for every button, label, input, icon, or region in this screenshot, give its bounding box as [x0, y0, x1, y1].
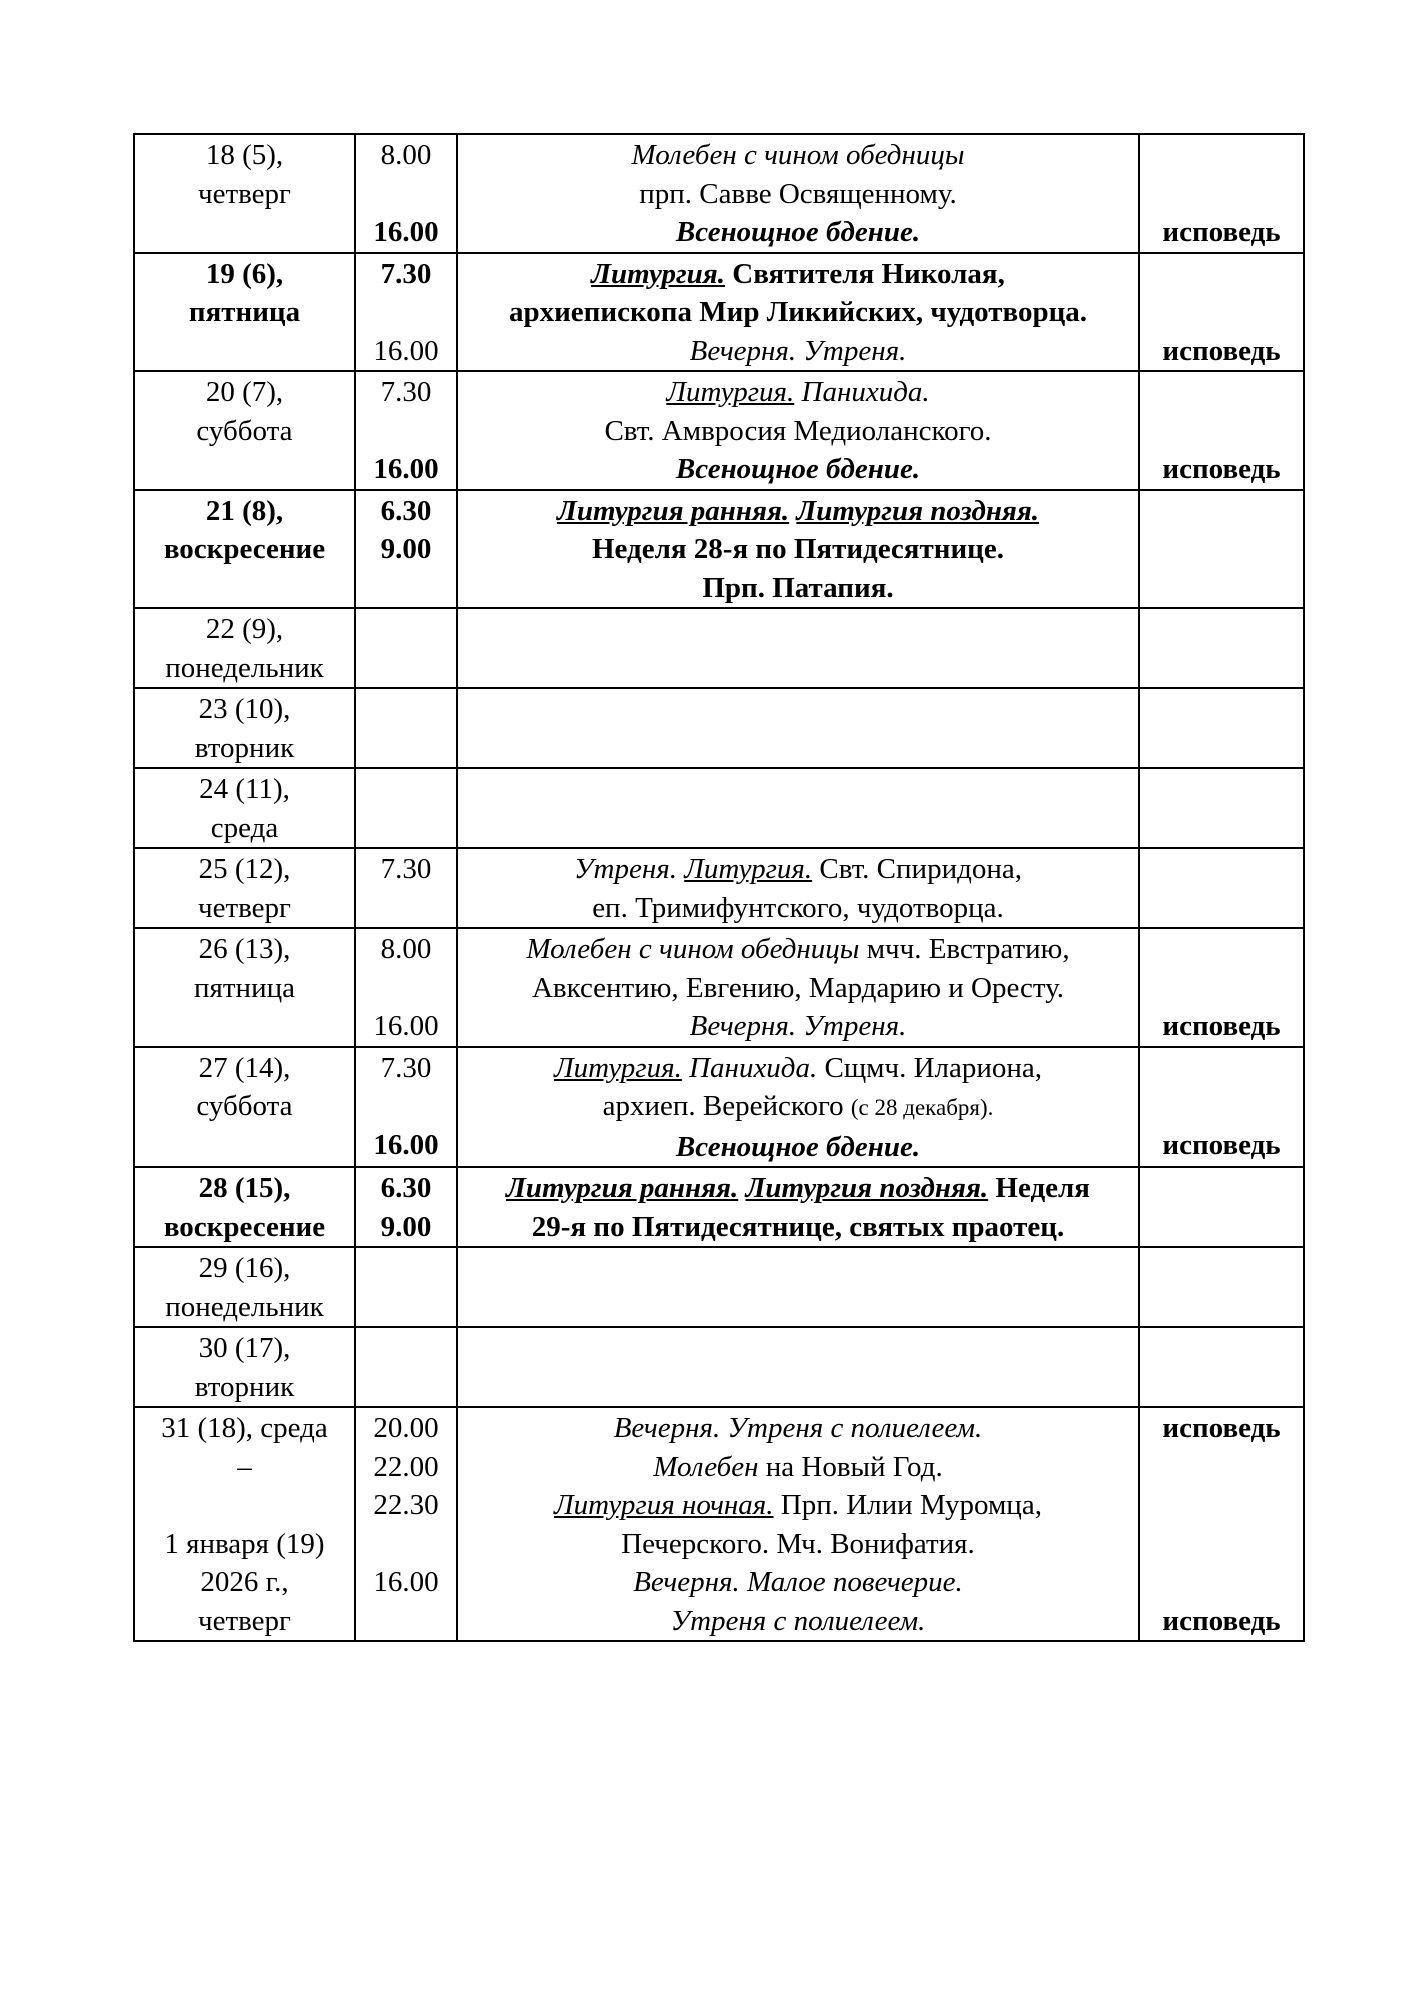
- schedule-row: [134, 1047, 1304, 1168]
- schedule-row: [134, 371, 1304, 490]
- service-time: 16.00: [373, 453, 439, 485]
- service-time: 7.30: [380, 376, 432, 408]
- confession-label: [1144, 1329, 1299, 1368]
- service-time: 7.30: [380, 1051, 432, 1084]
- day-label: 18 (5),: [205, 139, 284, 171]
- service-text: Утреня с полиелеем.: [670, 1604, 926, 1637]
- service-line: [462, 1128, 1134, 1167]
- service-text: прп. Савве Освященному.: [639, 177, 957, 210]
- service-text: (с 28 декабря).: [850, 1095, 994, 1120]
- day-cell: [134, 1327, 355, 1407]
- service-time: [360, 649, 452, 688]
- service-time: 6.30: [380, 1172, 432, 1204]
- day-label: воскресение: [163, 533, 326, 565]
- day-label: 21 (8),: [205, 494, 284, 527]
- day-cell: [134, 371, 355, 490]
- confession-cell: [1139, 608, 1304, 688]
- service-time: 22.30: [373, 1489, 439, 1521]
- service-time: [360, 1368, 452, 1407]
- service-cell: [457, 608, 1139, 688]
- time-cell: [355, 1327, 457, 1407]
- service-cell: [457, 371, 1139, 490]
- day-label: 27 (14),: [198, 1051, 291, 1084]
- confession-cell: [1139, 134, 1304, 253]
- service-time: [360, 809, 452, 848]
- confession-label: [1144, 690, 1299, 729]
- confession-label: [1144, 1249, 1299, 1288]
- day-label: [139, 1007, 350, 1046]
- confession-label: [1144, 293, 1299, 332]
- service-time: [360, 969, 452, 1008]
- time-cell: [355, 1407, 457, 1641]
- confession-cell: [1139, 1167, 1304, 1247]
- schedule-row: [134, 688, 1304, 768]
- day-label: понедельник: [165, 651, 324, 684]
- time-cell: [355, 848, 457, 928]
- service-text: Всенощное бдение.: [675, 216, 921, 248]
- confession-label: [1144, 1049, 1299, 1088]
- service-cell: [457, 1247, 1139, 1327]
- day-label: вторник: [194, 731, 295, 764]
- day-label: [139, 1126, 350, 1165]
- service-text: Прп. Патапия.: [702, 571, 894, 604]
- service-line: [462, 1602, 1134, 1641]
- service-line: [462, 770, 1134, 809]
- day-label: понедельник: [165, 1290, 324, 1323]
- day-label: –: [237, 1450, 252, 1483]
- service-text: архиеп. Верейского: [602, 1090, 851, 1122]
- service-time: 9.00: [380, 533, 432, 565]
- day-label: [139, 213, 350, 252]
- service-text: Всенощное бдение.: [675, 1130, 921, 1163]
- service-line: [462, 492, 1134, 531]
- day-label: [139, 569, 350, 608]
- service-time: [360, 293, 452, 332]
- service-line: [462, 1288, 1134, 1327]
- day-label: 24 (11),: [199, 773, 290, 805]
- service-text: Литургия.: [666, 376, 795, 408]
- day-label: 25 (12),: [198, 853, 291, 885]
- service-text: Литургия.: [591, 257, 725, 290]
- time-cell: [355, 1047, 457, 1168]
- service-text: Неделя: [988, 1172, 1090, 1204]
- day-label: [139, 332, 350, 371]
- service-time: [360, 1087, 452, 1126]
- confession-label: исповедь: [1162, 1412, 1281, 1444]
- service-time: [360, 412, 452, 451]
- service-time: 22.00: [373, 1450, 439, 1483]
- service-text: Панихида.: [794, 376, 930, 408]
- confession-label: [1144, 1288, 1299, 1327]
- service-line: [462, 930, 1134, 969]
- confession-label: [1144, 373, 1299, 412]
- day-label: 2026 г.,: [200, 1566, 289, 1598]
- service-cell: [457, 490, 1139, 609]
- confession-cell: [1139, 928, 1304, 1047]
- service-text: Всенощное бдение.: [675, 453, 921, 485]
- service-cell: [457, 848, 1139, 928]
- schedule-row: [134, 848, 1304, 928]
- schedule-row: [134, 768, 1304, 848]
- service-time: 16.00: [373, 334, 439, 367]
- service-line: [462, 1208, 1134, 1247]
- service-time: [360, 1525, 452, 1564]
- confession-label: [1144, 530, 1299, 569]
- confession-label: [1144, 809, 1299, 848]
- confession-label: исповедь: [1162, 334, 1281, 367]
- service-time: 20.00: [373, 1412, 439, 1444]
- service-text: Литургия ночная.: [554, 1489, 774, 1521]
- confession-label: [1144, 1368, 1299, 1407]
- schedule-body: [134, 134, 1304, 1641]
- day-cell: [134, 1167, 355, 1247]
- service-line: [462, 1409, 1134, 1448]
- service-line: [462, 1525, 1134, 1564]
- confession-label: [1144, 569, 1299, 608]
- day-cell: [134, 490, 355, 609]
- day-label: 20 (7),: [205, 376, 284, 408]
- service-time: 8.00: [380, 933, 432, 965]
- service-text: Утреня.: [574, 853, 685, 885]
- service-text: Литургия поздняя.: [745, 1172, 989, 1204]
- day-cell: [134, 134, 355, 253]
- service-line: [462, 569, 1134, 608]
- day-label: 22 (9),: [205, 613, 284, 645]
- service-line: [462, 213, 1134, 252]
- day-cell: [134, 1407, 355, 1641]
- service-time: [360, 1249, 452, 1288]
- service-text: Панихида.: [681, 1051, 818, 1084]
- service-text: Сщмч. Илариона,: [817, 1051, 1043, 1084]
- service-line: [462, 373, 1134, 412]
- service-line: [462, 1368, 1134, 1407]
- time-cell: [355, 768, 457, 848]
- service-cell: [457, 1407, 1139, 1641]
- service-time: [360, 690, 452, 729]
- confession-label: [1144, 1448, 1299, 1487]
- day-cell: [134, 848, 355, 928]
- service-line: [462, 1007, 1134, 1046]
- confession-label: [1144, 1525, 1299, 1564]
- service-time: 7.30: [380, 853, 432, 885]
- day-label: 29 (16),: [198, 1252, 291, 1284]
- schedule-row: [134, 608, 1304, 688]
- service-line: [462, 136, 1134, 175]
- service-line: [462, 1448, 1134, 1487]
- service-text: Авксентию, Евгению, Мардарию и Оресту.: [531, 971, 1065, 1004]
- confession-label: [1144, 770, 1299, 809]
- time-cell: [355, 1247, 457, 1327]
- confession-label: [1144, 889, 1299, 928]
- service-text: Прп. Илии Муромца,: [773, 1489, 1042, 1521]
- service-time: 6.30: [380, 494, 432, 527]
- service-time: [360, 1329, 452, 1368]
- service-line: [462, 1563, 1134, 1602]
- time-cell: [355, 1167, 457, 1247]
- day-cell: [134, 688, 355, 768]
- service-text: 29-я по Пятидесятнице, святых праотец.: [531, 1210, 1065, 1243]
- service-line: [462, 293, 1134, 332]
- service-cell: [457, 1047, 1139, 1168]
- confession-label: [1144, 412, 1299, 451]
- service-time: 9.00: [380, 1210, 432, 1243]
- service-cell: [457, 1167, 1139, 1247]
- service-line: [462, 729, 1134, 768]
- day-label: вторник: [194, 1370, 295, 1403]
- service-time: [360, 889, 452, 928]
- service-cell: [457, 928, 1139, 1047]
- time-cell: [355, 371, 457, 490]
- day-label: 30 (17),: [198, 1332, 291, 1364]
- day-label: четверг: [198, 891, 291, 924]
- day-label: воскресение: [163, 1210, 326, 1243]
- confession-label: [1144, 255, 1299, 294]
- service-line: [462, 1249, 1134, 1288]
- confession-label: [1144, 136, 1299, 175]
- service-line: [462, 889, 1134, 928]
- confession-cell: [1139, 1247, 1304, 1327]
- service-cell: [457, 134, 1139, 253]
- schedule-row: [134, 490, 1304, 609]
- schedule-row: [134, 253, 1304, 372]
- service-text: Молебен с чином обедницы: [526, 933, 860, 965]
- confession-label: [1144, 649, 1299, 688]
- service-line: [462, 450, 1134, 489]
- service-time: 8.00: [380, 139, 432, 171]
- day-cell: [134, 608, 355, 688]
- time-cell: [355, 688, 457, 768]
- schedule-row: [134, 1327, 1304, 1407]
- service-time: [360, 729, 452, 768]
- service-line: [462, 649, 1134, 688]
- service-line: [462, 255, 1134, 294]
- day-label: 28 (15),: [198, 1172, 291, 1204]
- time-cell: [355, 134, 457, 253]
- confession-label: [1144, 969, 1299, 1008]
- day-label: [139, 450, 350, 489]
- day-label: суббота: [196, 414, 293, 447]
- schedule-row: [134, 1167, 1304, 1247]
- confession-label: исповедь: [1162, 216, 1281, 248]
- service-text: Вечерня. Утреня с полиелеем.: [613, 1412, 983, 1444]
- confession-cell: [1139, 768, 1304, 848]
- schedule-row: [134, 134, 1304, 253]
- service-cell: [457, 253, 1139, 372]
- service-line: [462, 1329, 1134, 1368]
- day-label: [139, 1486, 350, 1525]
- day-label: четверг: [198, 177, 291, 210]
- day-label: пятница: [194, 971, 295, 1004]
- confession-cell: [1139, 1047, 1304, 1168]
- confession-label: [1144, 1169, 1299, 1208]
- day-label: пятница: [188, 296, 301, 328]
- service-text: мчч. Евстратию,: [859, 933, 1070, 965]
- day-cell: [134, 928, 355, 1047]
- service-line: [462, 1049, 1134, 1088]
- service-time: 16.00: [373, 216, 439, 248]
- confession-cell: [1139, 371, 1304, 490]
- service-line: [462, 850, 1134, 889]
- service-text: Литургия.: [553, 1051, 682, 1084]
- confession-label: [1144, 850, 1299, 889]
- service-text: Литургия ранняя.: [556, 494, 790, 527]
- schedule-row: [134, 928, 1304, 1047]
- service-text: Свт. Амвросия Медиоланского.: [604, 414, 992, 447]
- service-text: Святителя Николая,: [725, 257, 1005, 290]
- confession-label: [1144, 1208, 1299, 1247]
- service-line: [462, 332, 1134, 371]
- day-label: 23 (10),: [198, 693, 291, 725]
- confession-cell: [1139, 848, 1304, 928]
- service-line: [462, 690, 1134, 729]
- service-time: 16.00: [373, 1128, 439, 1161]
- day-cell: [134, 768, 355, 848]
- service-text: Вечерня. Утреня.: [689, 334, 907, 367]
- confession-label: исповедь: [1162, 1010, 1281, 1042]
- service-line: [462, 1169, 1134, 1208]
- confession-cell: [1139, 490, 1304, 609]
- time-cell: [355, 490, 457, 609]
- day-cell: [134, 1047, 355, 1168]
- service-time: 16.00: [373, 1010, 439, 1042]
- service-text: Молебен с чином обедницы: [631, 139, 965, 171]
- service-line: [462, 1087, 1134, 1128]
- confession-label: [1144, 175, 1299, 214]
- service-text: Неделя 28-я по Пятидесятнице.: [591, 533, 1004, 565]
- time-cell: [355, 928, 457, 1047]
- service-line: [462, 412, 1134, 451]
- confession-label: [1144, 930, 1299, 969]
- time-cell: [355, 253, 457, 372]
- service-line: [462, 809, 1134, 848]
- day-label: 26 (13),: [198, 933, 291, 965]
- confession-label: [1144, 492, 1299, 531]
- service-text: Литургия поздняя.: [796, 494, 1040, 527]
- service-text: еп. Тримифунтского, чудотворца.: [592, 891, 1004, 924]
- service-time: 16.00: [373, 1566, 439, 1598]
- service-text: Вечерня. Утреня.: [689, 1010, 907, 1042]
- service-time: [360, 770, 452, 809]
- service-text: архиепископа Мир Ликийских, чудотворца.: [508, 296, 1088, 328]
- confession-label: исповедь: [1162, 453, 1281, 485]
- service-time: 7.30: [380, 257, 432, 290]
- confession-label: [1144, 1563, 1299, 1602]
- service-time: [360, 1288, 452, 1327]
- service-text: Литургия ранняя.: [506, 1172, 739, 1204]
- confession-label: исповедь: [1162, 1128, 1281, 1161]
- day-label: четверг: [198, 1604, 291, 1637]
- time-cell: [355, 608, 457, 688]
- schedule-row: [134, 1247, 1304, 1327]
- service-line: [462, 610, 1134, 649]
- service-cell: [457, 688, 1139, 768]
- service-line: [462, 175, 1134, 214]
- service-cell: [457, 768, 1139, 848]
- service-text: Печерского. Мч. Вонифатия.: [621, 1527, 975, 1560]
- day-label: 19 (6),: [205, 257, 284, 290]
- schedule-table: [133, 133, 1305, 1642]
- confession-label: [1144, 1087, 1299, 1126]
- service-line: [462, 1486, 1134, 1525]
- day-label: среда: [210, 811, 279, 844]
- service-time: [360, 569, 452, 608]
- confession-label: [1144, 729, 1299, 768]
- confession-cell: [1139, 253, 1304, 372]
- confession-cell: [1139, 1407, 1304, 1641]
- confession-label: [1144, 1486, 1299, 1525]
- service-cell: [457, 1327, 1139, 1407]
- day-cell: [134, 253, 355, 372]
- confession-label: исповедь: [1162, 1604, 1281, 1637]
- service-time: [360, 175, 452, 214]
- service-text: на Новый Год.: [758, 1450, 943, 1483]
- service-time: [360, 1602, 452, 1641]
- day-cell: [134, 1247, 355, 1327]
- service-time: [360, 610, 452, 649]
- service-text: Вечерня. Малое повечерие.: [633, 1566, 963, 1598]
- service-line: [462, 530, 1134, 569]
- confession-label: [1144, 610, 1299, 649]
- service-line: [462, 969, 1134, 1008]
- day-label: 31 (18), среда: [161, 1412, 328, 1444]
- day-label: 1 января (19): [164, 1527, 325, 1560]
- service-text: Свт. Спиридона,: [812, 853, 1022, 885]
- day-label: суббота: [196, 1090, 293, 1122]
- schedule-row: [134, 1407, 1304, 1641]
- service-text: Литургия.: [684, 853, 813, 885]
- confession-cell: [1139, 1327, 1304, 1407]
- service-text: Молебен: [653, 1450, 759, 1483]
- confession-cell: [1139, 688, 1304, 768]
